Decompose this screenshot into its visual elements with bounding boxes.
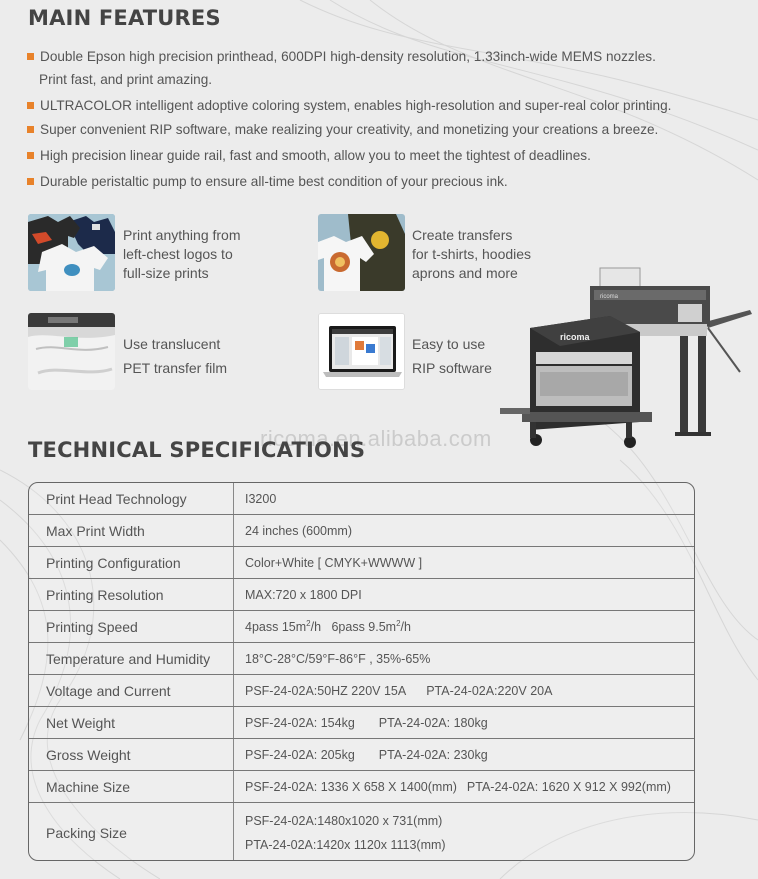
psf-value: PSF-24-02A:1480x1020 x 731(mm) <box>245 813 443 828</box>
bullet-square-icon <box>27 102 34 109</box>
psf-value: PSF-24-02A: 1336 X 658 X 1400(mm) <box>245 779 457 794</box>
tile-caption-line: aprons and more <box>412 265 518 281</box>
unit: /h <box>310 620 322 635</box>
technical-specs-title: TECHNICAL SPECIFICATIONS <box>28 438 366 462</box>
table-row <box>29 610 695 642</box>
pta-value: PTA-24-02A:1420x 1120x 1113(mm) <box>245 837 446 852</box>
tile-caption-line: Print anything from <box>123 227 241 243</box>
tile-caption-line: RIP software <box>412 360 492 376</box>
tile-caption-line: Use translucent <box>123 336 221 352</box>
printer-brand-large: ricoma <box>560 332 590 342</box>
bullet-square-icon <box>27 126 34 133</box>
spec-label: Printing Speed <box>29 611 234 642</box>
table-row <box>29 706 695 738</box>
tile-caption-pet-film <box>123 332 227 380</box>
psf-value: PSF-24-02A: 205kg <box>245 747 355 762</box>
spec-label: Voltage and Current <box>29 675 234 706</box>
spec-label: Max Print Width <box>29 515 234 546</box>
unit: /h <box>400 620 411 635</box>
spec-value: I3200 <box>245 492 277 506</box>
pta-value: PTA-24-02A: 180kg <box>378 715 488 730</box>
superscript: 2 <box>306 618 311 628</box>
spec-label: Print Head Technology <box>29 483 234 515</box>
spec-label: Packing Size <box>29 803 234 861</box>
tshirts-image <box>28 214 115 291</box>
tile-caption-line: PET transfer film <box>123 360 227 376</box>
psf-value: PSF-24-02A:50HZ 220V 15A <box>245 683 407 698</box>
feature-item <box>27 94 727 117</box>
bullet-square-icon <box>27 53 34 60</box>
tile-caption-line: full-size prints <box>123 265 209 281</box>
spec-label: Machine Size <box>29 771 234 802</box>
watermark: ricoma.en.alibaba.com <box>260 426 492 451</box>
spec-value: 24 inches (600mm) <box>245 523 352 538</box>
tile-caption-line: Create transfers <box>412 227 513 243</box>
printer-image <box>500 262 755 462</box>
spec-label: Gross Weight <box>29 739 234 770</box>
spec-value: 18°C-28°C/59°F-86°F , 35%-65% <box>245 651 431 666</box>
table-row <box>29 802 695 861</box>
spec-value: Color+White [ CMYK+WWWW ] <box>245 555 423 570</box>
feature-text: High precision linear guide rail, fast and smooth, allow you to meet the tightest of deadlines. <box>40 148 591 163</box>
pta-value: PTA-24-02A:220V 20A <box>426 683 553 698</box>
hoodies-image <box>318 214 405 291</box>
feature-item <box>27 45 727 91</box>
spec-label: Net Weight <box>29 707 234 738</box>
pet-film-image <box>28 313 115 390</box>
superscript: 2 <box>396 618 401 628</box>
feature-item <box>27 144 727 167</box>
table-row <box>29 738 695 770</box>
tile-caption-line: left-chest logos to <box>123 246 233 262</box>
spec-value <box>245 780 695 794</box>
feature-text-continued: Print fast, and print amazing. <box>39 72 213 87</box>
spec-label: Printing Configuration <box>29 547 234 578</box>
printer-brand-small: ricoma <box>600 294 619 300</box>
table-row <box>29 674 695 706</box>
feature-item <box>27 170 727 193</box>
spec-label: Temperature and Humidity <box>29 643 234 674</box>
feature-text: Durable peristaltic pump to ensure all-time best condition of your precious ink. <box>40 174 508 189</box>
table-row <box>29 546 695 578</box>
table-row <box>29 483 695 515</box>
spec-value: MAX:720 x 1800 DPI <box>245 587 362 602</box>
spec-table <box>28 482 695 861</box>
feature-text: Double Epson high precision printhead, 600DPI high-density resolution, 1.33inch-wide MEMS nozzles. <box>40 49 656 64</box>
speed-6pass: 6pass 9.5m <box>331 620 397 635</box>
table-row <box>29 514 695 546</box>
bullet-square-icon <box>27 178 34 185</box>
main-features-title: MAIN FEATURES <box>28 6 221 30</box>
tile-caption-prints <box>123 226 241 283</box>
spec-value <box>245 619 695 634</box>
table-row <box>29 642 695 674</box>
table-row <box>29 578 695 610</box>
spec-value <box>245 716 695 730</box>
feature-item <box>27 118 727 141</box>
feature-text: ULTRACOLOR intelligent adoptive coloring system, enables high-resolution and super-real color printing. <box>40 98 672 113</box>
tile-caption-line: for t-shirts, hoodies <box>412 246 532 262</box>
speed-4pass: 4pass 15m <box>245 620 307 635</box>
pta-value: PTA-24-02A: 230kg <box>378 747 488 762</box>
pta-value: PTA-24-02A: 1620 X 912 X 992(mm) <box>466 779 671 794</box>
psf-value: PSF-24-02A: 154kg <box>245 715 355 730</box>
spec-value <box>245 748 695 762</box>
tile-caption-line: Easy to use <box>412 336 486 352</box>
spec-value <box>245 684 695 698</box>
feature-text: Super convenient RIP software, make realizing your creativity, and monetizing your creations a breeze. <box>40 122 659 137</box>
tile-caption-rip-software <box>412 332 492 380</box>
spec-label: Printing Resolution <box>29 579 234 610</box>
bullet-square-icon <box>27 152 34 159</box>
laptop-image <box>318 313 405 390</box>
table-row <box>29 770 695 802</box>
